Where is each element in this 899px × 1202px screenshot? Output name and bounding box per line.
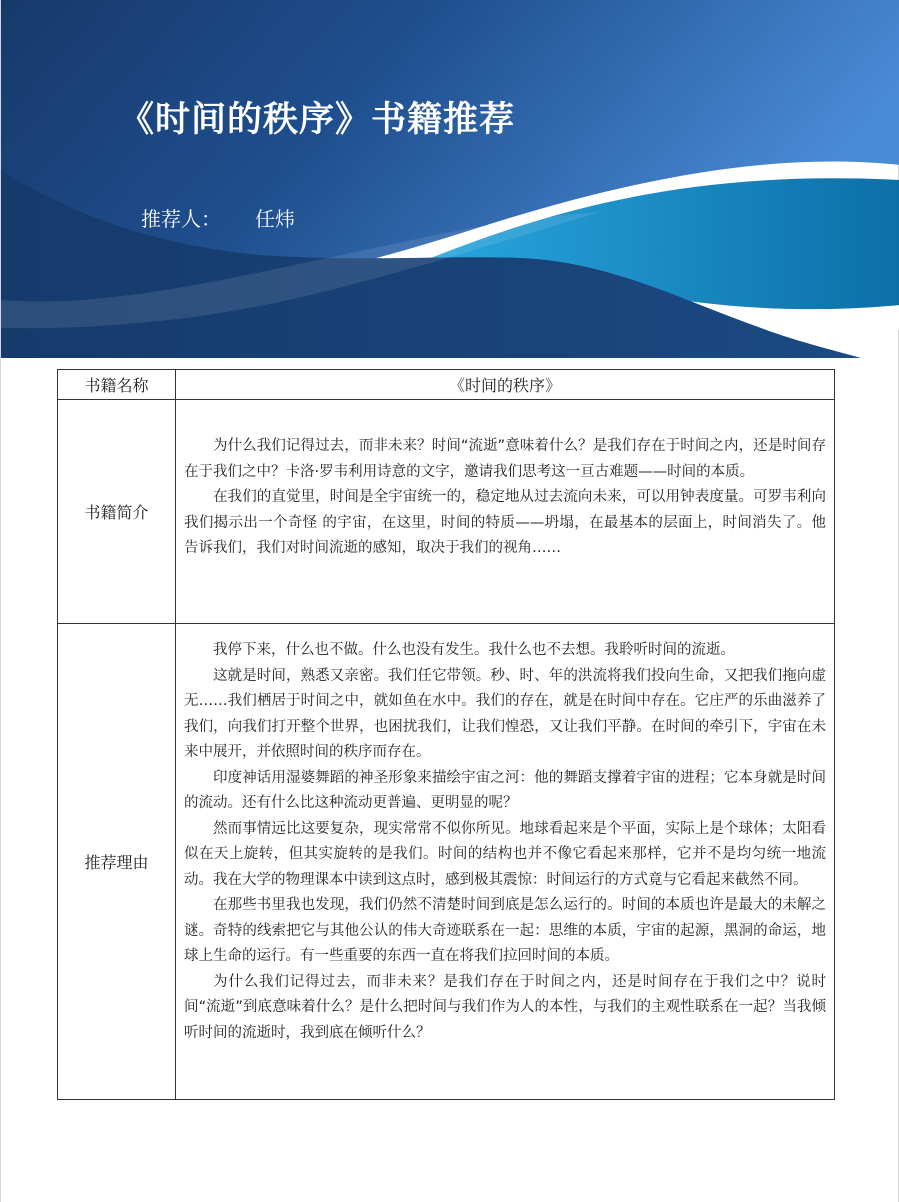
book-info-table <box>57 369 835 1100</box>
book-name-label: 书籍名称 <box>58 370 176 400</box>
reason-paragraph: 我停下来，什么也不做。什么也没有发生。我什么也不去想。我聆听时间的流逝。 <box>213 642 735 658</box>
intro-label: 书籍简介 <box>58 400 176 624</box>
reason-label: 推荐理由 <box>58 624 176 1100</box>
intro-content <box>176 400 835 624</box>
intro-paragraph: 在我们的直觉里，时间是全宇宙统一的，稳定地从过去流向未来，可以用钟表度量。可罗韦利向我们揭示出一个奇怪 的宇宙，在这里，时间的特质——坍塌，在最基本的层面上，时间消失了。他告诉我们，我们对时间流逝的感知，取决于我们的视角…… <box>184 489 826 556</box>
table-row-intro <box>58 400 835 624</box>
page-title: 《时间的秩序》书籍推荐 <box>119 100 516 140</box>
reason-paragraph: 这就是时间，熟悉又亲密。我们任它带领。秒、时、年的洪流将我们投向生命，又把我们拖向虚无……我们栖居于时间之中，就如鱼在水中。我们的存在，就是在时间中存在。它庄严的乐曲滋养了我们，向我们打开整个世界，也困扰我们，让我们惶恐，又让我们平静。在时间的牵引下，宇宙在未来中展开，并依照时间的秩序而存在。 <box>184 667 826 760</box>
recommender-line <box>141 203 295 232</box>
table-row-reason <box>58 624 835 1100</box>
reason-paragraph: 然而事情远比这要复杂，现实常常不似你所见。地球看起来是个平面，实际上是个球体；太阳看似在天上旋转，但其实旋转的是我们。时间的结构也并不像它看起来那样，它并不是均匀统一地流动。我在大学的物理课本中读到这点时，感到极其震惊：时间运行的方式竟与它看起来截然不同。 <box>184 820 826 888</box>
wave-header-graphic <box>1 0 899 360</box>
reason-content <box>176 624 835 1100</box>
intro-paragraph: 为什么我们记得过去，而非未来？时间“流逝”意味着什么？是我们存在于时间之内，还是时间存在于我们之中？卡洛·罗韦利用诗意的文字，邀请我们思考这一亘古难题——时间的本质。 <box>184 438 826 480</box>
reason-paragraph: 印度神话用湿婆舞蹈的神圣形象来描绘宇宙之河：他的舞蹈支撑着宇宙的进程；它本身就是时间的流动。还有什么比这种流动更普遍、更明显的呢？ <box>184 769 826 811</box>
recommender-label: 推荐人： <box>141 207 221 231</box>
table-row-book-name <box>58 370 835 400</box>
book-name-value: 《时间的秩序》 <box>176 370 835 400</box>
reason-paragraph: 为什么我们记得过去，而非未来？是我们存在于时间之内，还是时间存在于我们之中？说时间“流逝”到底意味着什么？是什么把时间与我们作为人的本性，与我们的主观性联系在一起？当我倾听时间的流逝时，我到底在倾听什么？ <box>184 973 826 1041</box>
reason-paragraph: 在那些书里我也发现，我们仍然不清楚时间到底是怎么运行的。时间的本质也许是最大的未解之谜。奇特的线索把它与其他公认的伟大奇迹联系在一起：思维的本质，宇宙的起源，黑洞的命运，地球上生命的运行。有一些重要的东西一直在将我们拉回时间的本质。 <box>184 897 826 964</box>
recommender-name: 任炜 <box>255 207 295 231</box>
